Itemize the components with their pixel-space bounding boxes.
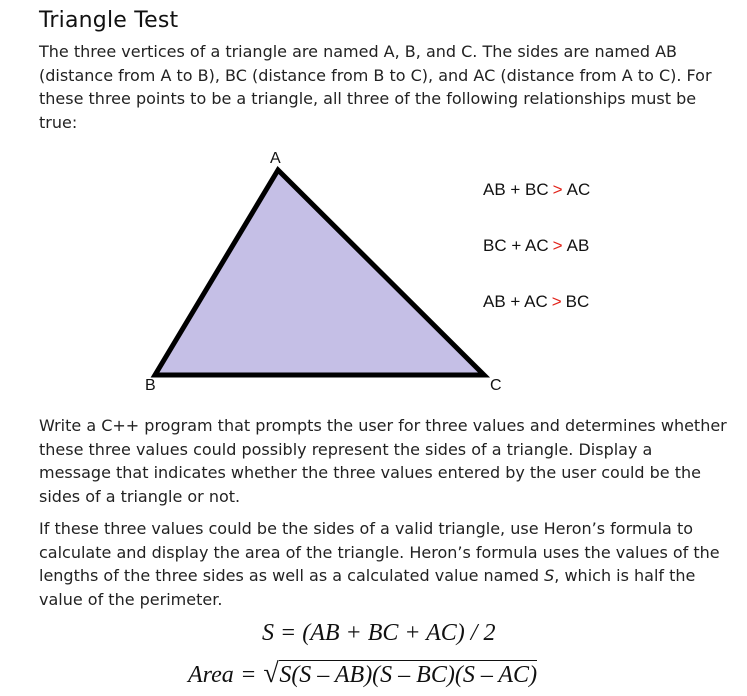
relationship-right: AB bbox=[566, 236, 590, 255]
area-formula bbox=[188, 658, 538, 689]
greater-than-operator: > bbox=[552, 236, 563, 255]
heron-paragraph bbox=[39, 517, 729, 611]
vertex-label-c: C bbox=[490, 377, 502, 394]
triangle-shape bbox=[155, 170, 484, 375]
page-title: Triangle Test bbox=[39, 8, 179, 33]
greater-than-operator: > bbox=[551, 292, 562, 311]
vertex-label-a: A bbox=[270, 150, 281, 167]
area-label: Area bbox=[188, 662, 234, 688]
triangle-diagram bbox=[0, 140, 747, 400]
relationship-2 bbox=[483, 236, 589, 256]
relationship-left: BC + AC bbox=[483, 236, 549, 255]
area-radicand: S(S – AB)(S – BC)(S – AC) bbox=[279, 662, 538, 688]
heron-text-end: , which is half the value of the perimeter. bbox=[39, 566, 696, 609]
square-root bbox=[263, 658, 538, 689]
vertex-label-b: B bbox=[145, 377, 156, 394]
relationship-1 bbox=[483, 180, 590, 200]
relationship-left: AB + AC bbox=[483, 292, 548, 311]
relationship-right: BC bbox=[565, 292, 590, 311]
intro-paragraph: The three vertices of a triangle are named A, B, and C. The sides are named AB (distance from A to B), BC (distance from B to C), and AC (distance from A to C). For these three points to be a triangle, all three of the following relationships must be true: bbox=[39, 42, 712, 132]
area-equals: = bbox=[241, 662, 256, 688]
relationship-left: AB + BC bbox=[483, 180, 549, 199]
task-paragraph: Write a C++ program that prompts the user for three values and determines whether these three values could possibly represent the sides of a triangle. Display a message that indicates whether the three values entered by the user could be the sides of a triangle or not. bbox=[39, 416, 727, 506]
heron-text-start: If these three values could be the sides of a valid triangle, use Heron’s formula to calculate and display the area of the triangle. Heron’s formula uses the values of the lengths of the three sides as well as a calculated value named bbox=[39, 519, 720, 585]
relationship-3 bbox=[483, 292, 589, 312]
radical-sign: √ bbox=[263, 658, 279, 689]
greater-than-operator: > bbox=[552, 180, 563, 199]
semi-perimeter-formula: S = (AB + BC + AC) / 2 bbox=[262, 620, 496, 646]
relationship-right: AC bbox=[566, 180, 591, 199]
heron-variable: S bbox=[544, 566, 555, 585]
